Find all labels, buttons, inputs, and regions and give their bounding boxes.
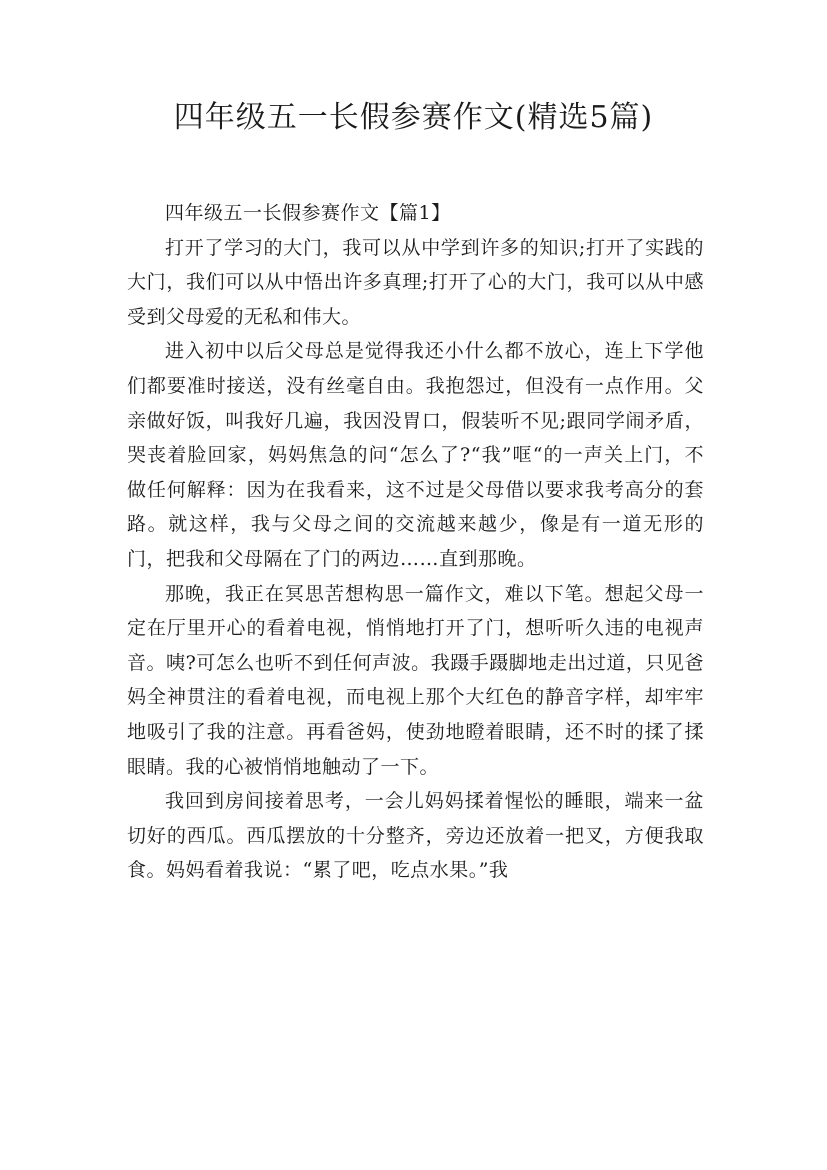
document-title: 四年级五一长假参赛作文(精选5篇): [173, 100, 654, 135]
paragraph-4: 我回到房间接着思考，一会儿妈妈揉着惺忪的睡眼，端来一盆切好的西瓜。西瓜摆放的十分整齐，旁边还放着一把叉，方便我取食。妈妈看着我说：“累了吧，吃点水果。”我: [127, 790, 704, 882]
paragraph-3: 那晚，我正在冥思苦想构思一篇作文，难以下笔。想起父母一定在厅里开心的看着电视，悄悄地打开了门，想听听久违的电视声音。咦?可怎么也听不到任何声波。我蹑手蹑脚地走出过道，只见爸妈全神贯注的看着电视，而电视上那个大红色的静音字样，却牢牢地吸引了我的注意。再看爸妈，使劲地瞪着眼睛，还不时的揉了揉眼睛。我的心被悄悄地触动了一下。: [127, 582, 704, 778]
section-heading: 四年级五一长假参赛作文【篇1】: [165, 202, 451, 224]
paragraph-2: 进入初中以后父母总是觉得我还小什么都不放心，连上下学他们都要准时接送，没有丝毫自由。我抱怨过，但没有一点作用。父亲做好饭，叫我好几遍，我因没胃口，假装听不见;跟同学闹矛盾，哭丧着脸回家，妈妈焦急的问“怎么了?“我”哐“的一声关上门，不做任何解释：因为在我看来，这不过是父母借以要求我考高分的套路。就这样，我与父母之间的交流越来越少，像是有一道无形的门，把我和父母隔在了门的两边……直到那晚。: [127, 340, 704, 570]
paragraph-1: 打开了学习的大门，我可以从中学到许多的知识;打开了实践的大门，我们可以从中悟出许多真理;打开了心的大门，我可以从中感受到父母爱的无私和伟大。: [127, 236, 704, 328]
document-body: [127, 196, 704, 888]
